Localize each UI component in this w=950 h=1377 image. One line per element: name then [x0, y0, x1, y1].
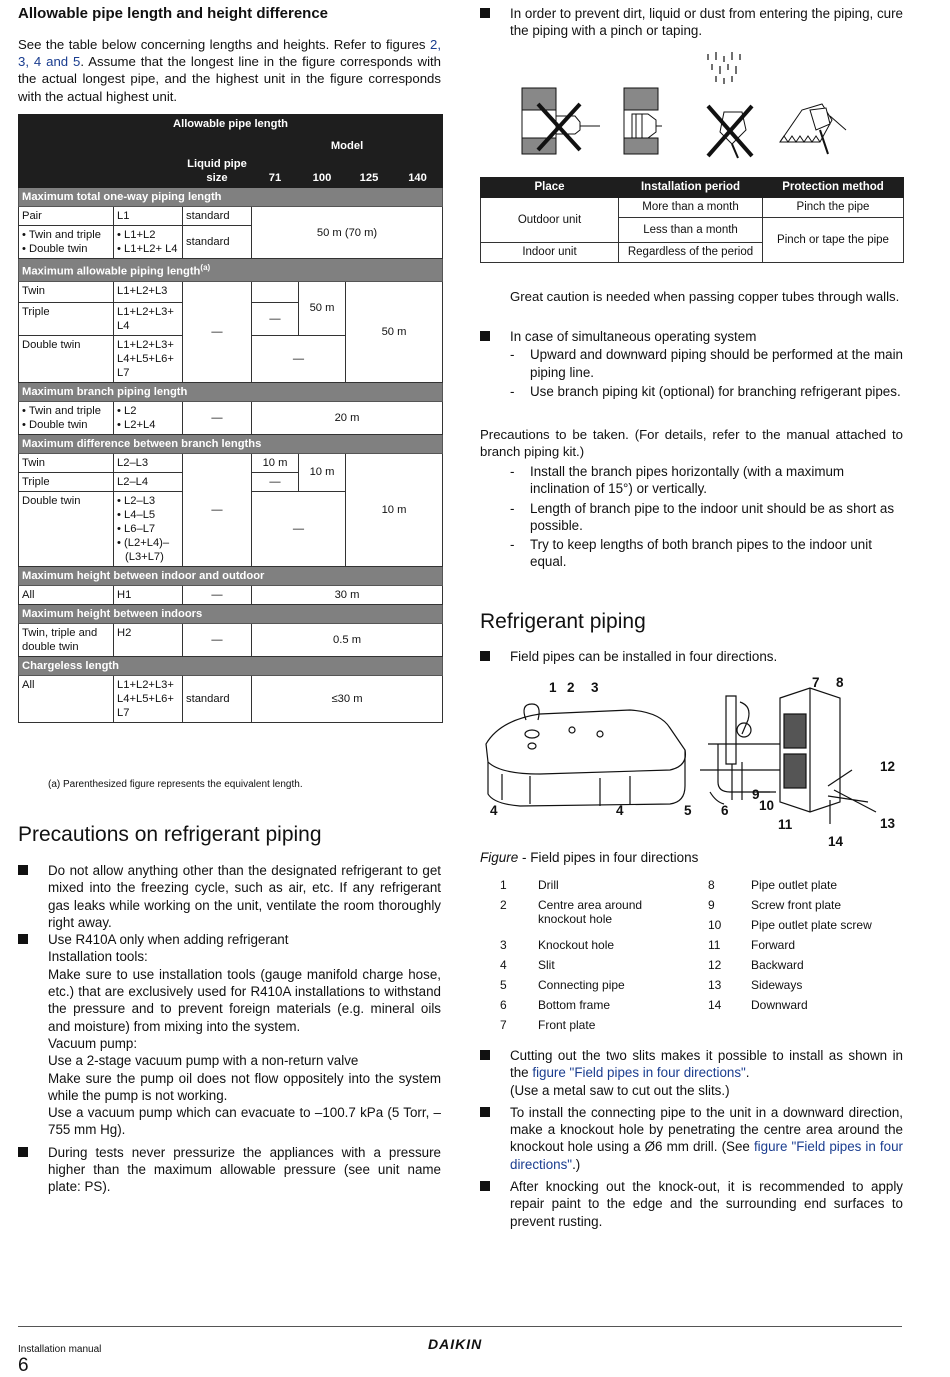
- cell: Twin: [19, 453, 114, 472]
- dash-item: [510, 463, 903, 498]
- bullet-icon: [480, 331, 490, 341]
- intro-text-2: . Assume that the longest line in the figure corresponds with the actual longest pipe, and the highest unit in the figure corresponds with the actual highest unit.: [18, 54, 441, 104]
- curing-text: In order to prevent dirt, liquid or dust from entering the piping, cure the piping with a pinch or taping.: [510, 6, 904, 39]
- slit-instructions: [480, 1047, 903, 1230]
- precaution-line: Make sure to use installation tools (gauge manifold charge hose, etc.) that are exclusively used for R410A installations to withstand the pressure and to prevent foreign materials (e.g. mineral oils and moisture) from mixing into the system.: [48, 966, 441, 1034]
- rain-pipe-crossed: [708, 52, 752, 158]
- precaution-line: Make sure the pump oil does not flow oppositely into the system while the pump is not working.: [48, 1070, 441, 1103]
- instruction-text: After knocking out the knock-out, it is recommended to apply repair paint to the edge and the surrounding end surfaces to prevent rusting.: [510, 1179, 903, 1229]
- field-pipes-item: [480, 648, 903, 665]
- dash-item: [510, 500, 903, 535]
- dash-text: Install the branch pipes horizontally (with a maximum inclination of 15°) or vertically.: [530, 464, 845, 497]
- instruction-item: [480, 1104, 903, 1173]
- wall-pipe-crossed-1: [522, 88, 600, 154]
- value-cell: —: [252, 472, 299, 491]
- bullet-icon: [18, 1147, 28, 1157]
- bullet-icon: [480, 1181, 490, 1191]
- instruction-text: (Use a metal saw to cut out the slits.): [510, 1082, 730, 1098]
- bullet-icon: [18, 934, 28, 944]
- value-cell: —: [252, 335, 346, 382]
- intro-text: See the table below concerning lengths and heights. Refer to figures: [18, 37, 430, 52]
- value-cell: —: [252, 491, 346, 566]
- cell-line: • Twin and triple: [22, 404, 101, 417]
- precaution-line: Vacuum pump:: [48, 1035, 138, 1051]
- field-pipes-drawing: [480, 674, 903, 850]
- cell: Twin: [19, 281, 114, 302]
- legend-num: 10: [708, 918, 722, 932]
- precaution-item: [18, 931, 441, 1139]
- period-cell: More than a month: [619, 198, 763, 218]
- dash-text: Upward and downward piping should be performed at the main piping line.: [530, 347, 903, 380]
- section-row: Maximum total one-way piping length: [19, 188, 443, 207]
- cell: Double twin: [19, 335, 114, 382]
- model-125: 125: [346, 155, 393, 188]
- section-label: Maximum allowable piping length: [22, 265, 201, 278]
- value-cell: —: [252, 302, 299, 335]
- model-140: 140: [393, 155, 443, 188]
- field-pipes-text: Field pipes can be installed in four directions.: [510, 649, 778, 664]
- legend-right: [708, 878, 908, 1018]
- precautions-taken: Precautions to be taken. (For details, refer to the manual attached to branch piping kit.): [480, 427, 903, 460]
- section-row: Maximum height between indoors: [19, 604, 443, 623]
- cell-line: • L1+L2+ L4: [117, 243, 178, 255]
- legend-text: Bottom frame: [538, 998, 611, 1012]
- caution-text: Great caution is needed when passing copper tubes through walls.: [510, 289, 900, 304]
- cell: [114, 226, 183, 259]
- footer-manual-label: Installation manual: [18, 1344, 102, 1355]
- cell: L1+L2+L3+ L4: [114, 302, 183, 335]
- instruction-item: [480, 1178, 903, 1230]
- cell: H2: [114, 623, 183, 656]
- legend-num: 13: [708, 978, 722, 992]
- fig-label-10: 10: [759, 798, 775, 813]
- field-pipes-figure: [480, 674, 903, 850]
- cell-line: • L2–L3: [117, 494, 156, 507]
- value-cell: 10 m: [346, 453, 443, 566]
- fig-label-12: 12: [880, 759, 896, 774]
- cell: Triple: [19, 472, 114, 491]
- fig-label-11: 11: [778, 817, 793, 832]
- value-cell: 10 m: [299, 453, 346, 491]
- period-cell: Less than a month: [619, 218, 763, 243]
- cell-line: • Twin and triple: [22, 229, 101, 241]
- cell: Double twin: [19, 491, 114, 566]
- section-row: Chargeless length: [19, 656, 443, 675]
- precaution-text: During tests never pressurize the appliances with a pressure higher than the maximum allowable pressure (see unit name plate: PS).: [48, 1144, 441, 1195]
- curing-item: [480, 5, 903, 40]
- legend-text: Downward: [751, 998, 808, 1012]
- dash-icon: -: [510, 383, 515, 399]
- indoor-cell: Indoor unit: [481, 243, 619, 263]
- legend-text: Front plate: [538, 1018, 596, 1032]
- table-footnote: (a) Parenthesized figure represents the equivalent length.: [48, 779, 303, 790]
- value-cell: ≤30 m: [252, 675, 443, 722]
- connecting-pipe-drawing: [700, 696, 780, 804]
- fig-label-9: 9: [752, 787, 760, 802]
- dash-item: [510, 346, 903, 381]
- legend-num: 1: [500, 878, 507, 892]
- fig-label-5: 5: [684, 803, 692, 818]
- section-row: Maximum branch piping length: [19, 382, 443, 401]
- daikin-logo: DAIKIN: [428, 1336, 483, 1352]
- bullet-icon: [480, 1050, 490, 1060]
- legend-num: 14: [708, 998, 722, 1012]
- fig-label-13: 13: [880, 816, 896, 831]
- legend-text: Centre area around knockout hole: [538, 898, 643, 926]
- cell: All: [19, 585, 114, 604]
- fig-label-4a: 4: [490, 803, 498, 818]
- value-cell: —: [183, 281, 252, 382]
- cell: L1+L2+L3+ L4+L5+L6+ L7: [114, 675, 183, 722]
- legend-text: Connecting pipe: [538, 978, 625, 992]
- value-cell: 0.5 m: [252, 623, 443, 656]
- fig-label-8: 8: [836, 675, 844, 690]
- figures-link[interactable]: 2, 3, 4 and 5: [18, 37, 441, 70]
- precaution-item: [18, 862, 441, 931]
- cell: standard: [183, 226, 252, 259]
- cell-line: • L4–L5: [117, 508, 156, 521]
- precaution-text: Do not allow anything other than the designated refrigerant to get mixed into the freezing cycle, such as air, etc. If any refrigerant gas leaks while working on the unit, ventilate the room thoroughly right away.: [48, 863, 441, 930]
- cell: L1: [114, 207, 183, 226]
- dash-text: Length of branch pipe to the indoor unit should be as short as possible.: [530, 500, 895, 533]
- pipe-protection-illustration: [480, 50, 903, 160]
- dash-icon: -: [510, 347, 515, 363]
- dash-icon: -: [510, 464, 515, 479]
- legend-num: 2: [500, 898, 507, 912]
- legend-num: 6: [500, 998, 507, 1012]
- simultaneous-text: In case of simultaneous operating system: [510, 329, 757, 344]
- caption-prefix: Figure: [480, 850, 519, 865]
- page-footer: [18, 1326, 902, 1376]
- cell-line: • Double twin: [22, 418, 88, 431]
- precaution-line: Use R410A only when adding refrigerant: [48, 932, 289, 948]
- liquid-pipe-size-label: Liquid pipe size: [183, 155, 252, 188]
- legend-num: 9: [708, 898, 715, 912]
- base-plate-drawing: [486, 704, 685, 806]
- legend-num: 4: [500, 958, 507, 972]
- fig-label-1: 1: [549, 680, 557, 695]
- legend-num: 12: [708, 958, 722, 972]
- allowable-length-table: [18, 114, 443, 723]
- value-cell: 50 m (70 m): [252, 207, 443, 259]
- section-heading: Allowable pipe length and height difference: [18, 5, 329, 22]
- bullet-icon: [18, 865, 28, 875]
- cell: Twin, triple and double twin: [19, 623, 114, 656]
- value-cell: 50 m: [299, 281, 346, 335]
- fig-label-3: 3: [591, 680, 599, 695]
- method-cell: Pinch the pipe: [763, 198, 904, 218]
- legend-num: 11: [708, 938, 721, 952]
- precaution-line: Installation tools:: [48, 949, 148, 965]
- outdoor-unit-drawing: [780, 688, 876, 824]
- dash-text: Use branch piping kit (optional) for branching refrigerant pipes.: [530, 383, 901, 399]
- instruction-item: [480, 1047, 903, 1099]
- legend-text: Drill: [538, 878, 559, 892]
- section-row: Maximum difference between branch lengths: [19, 434, 443, 453]
- cell: L2–L4: [114, 472, 183, 491]
- value-cell: 20 m: [252, 401, 443, 434]
- precaution-line: Use a vacuum pump which can evacuate to –100.7 kPa (5 Torr, –755 mm Hg).: [48, 1105, 441, 1138]
- precaution-item: [18, 1144, 441, 1196]
- fig-label-2: 2: [567, 680, 575, 695]
- header-method: Protection method: [763, 178, 904, 198]
- dash-item: [510, 383, 903, 400]
- precautions-list: [18, 862, 441, 1196]
- outdoor-cell: Outdoor unit: [481, 198, 619, 243]
- fig-label-4b: 4: [616, 803, 624, 818]
- intro-paragraph: [18, 36, 441, 105]
- value-cell: 50 m: [346, 281, 443, 382]
- model-71: 71: [252, 155, 299, 188]
- cell: [114, 401, 183, 434]
- method-cell: Pinch or tape the pipe: [763, 218, 904, 263]
- legend-left: [500, 878, 690, 1038]
- instruction-text: To install the connecting pipe to the unit in a downward direction, make a knockout hole by penetrating the centre area around the knockout hole using a Ø6 mm drill. (See: [510, 1104, 903, 1155]
- fig-label-7: 7: [812, 675, 820, 690]
- cell-line: • L2: [117, 404, 137, 417]
- fig-label-6: 6: [721, 803, 729, 818]
- cell-line: • Double twin: [22, 243, 88, 255]
- bullet-icon: [480, 1107, 490, 1117]
- value-cell: —: [183, 585, 252, 604]
- cell: [114, 491, 183, 566]
- instruction-text: .): [572, 1156, 581, 1172]
- legend-text: Knockout hole: [538, 938, 615, 952]
- legend-text: Backward: [751, 958, 804, 972]
- dash-icon: -: [510, 500, 515, 516]
- value-cell: —: [183, 401, 252, 434]
- cell: Triple: [19, 302, 114, 335]
- table-title: Allowable pipe length: [19, 115, 443, 134]
- dash-text: Try to keep lengths of both branch pipes to the indoor unit equal.: [530, 537, 872, 570]
- cell-line: • (L2+L4)– (L3+L7): [117, 536, 170, 563]
- cell: H1: [114, 585, 183, 604]
- cell-line: • L1+L2: [117, 229, 156, 241]
- taped-pipe: [780, 104, 846, 154]
- page-number: 6: [18, 1355, 29, 1376]
- cell: standard: [183, 207, 252, 226]
- legend-text: Slit: [538, 958, 555, 972]
- period-cell: Regardless of the period: [619, 243, 763, 263]
- empty-cell: [252, 281, 299, 302]
- figure-caption: [480, 850, 698, 865]
- legend-text: Pipe outlet plate screw: [751, 918, 872, 932]
- cell-line: • L2+L4: [117, 418, 156, 431]
- simultaneous-item: [480, 328, 903, 400]
- cell: [19, 401, 114, 434]
- precautions-taken-list: [510, 463, 903, 571]
- instruction-text: .: [745, 1065, 750, 1081]
- legend-num: 5: [500, 978, 507, 992]
- bullet-icon: [480, 8, 490, 18]
- cell: L2–L3: [114, 453, 183, 472]
- refrigerant-piping-heading: Refrigerant piping: [480, 610, 646, 633]
- legend-num: 8: [708, 878, 715, 892]
- model-label: Model: [252, 133, 443, 155]
- precautions-heading: Precautions on refrigerant piping: [18, 823, 322, 846]
- cell: L1+L2+L3+ L4+L5+L6+ L7: [114, 335, 183, 382]
- cell: L1+L2+L3: [114, 281, 183, 302]
- cell: standard: [183, 675, 252, 722]
- figure-link[interactable]: figure "Field pipes in four directions": [532, 1065, 746, 1081]
- bullet-icon: [480, 651, 490, 661]
- dash-icon: -: [510, 537, 515, 553]
- cell: [19, 226, 114, 259]
- legend-num: 7: [500, 1018, 507, 1032]
- model-100: 100: [299, 155, 346, 188]
- value-cell: —: [183, 453, 252, 566]
- wall-pipe-capped: [624, 88, 662, 154]
- cell-line: • L6–L7: [117, 522, 156, 535]
- caption-text: - Field pipes in four directions: [518, 850, 699, 865]
- legend-text: Sideways: [751, 978, 803, 992]
- value-cell: 30 m: [252, 585, 443, 604]
- instruction-text: Cutting out the two slits makes it possible to install as shown in the: [510, 1048, 903, 1081]
- legend-text: Forward: [751, 938, 796, 952]
- footnote-ref: (a): [200, 263, 211, 272]
- precaution-line: Use a 2-stage vacuum pump with a non-return valve: [48, 1053, 359, 1069]
- legend-text: Pipe outlet plate: [751, 878, 838, 892]
- figure-link[interactable]: figure "Field pipes in four directions": [510, 1139, 903, 1172]
- value-cell: 10 m: [252, 453, 299, 472]
- dash-item: [510, 536, 903, 571]
- value-cell: —: [183, 623, 252, 656]
- header-period: Installation period: [619, 178, 763, 198]
- section-row: [19, 259, 443, 282]
- protection-table: [480, 177, 904, 263]
- section-row: Maximum height between indoor and outdoor: [19, 566, 443, 585]
- legend-text: Screw front plate: [751, 898, 842, 912]
- header-place: Place: [481, 178, 619, 198]
- legend-num: 3: [500, 938, 507, 952]
- cell: All: [19, 675, 114, 722]
- fig-label-14: 14: [828, 834, 844, 849]
- cell: Pair: [19, 207, 114, 226]
